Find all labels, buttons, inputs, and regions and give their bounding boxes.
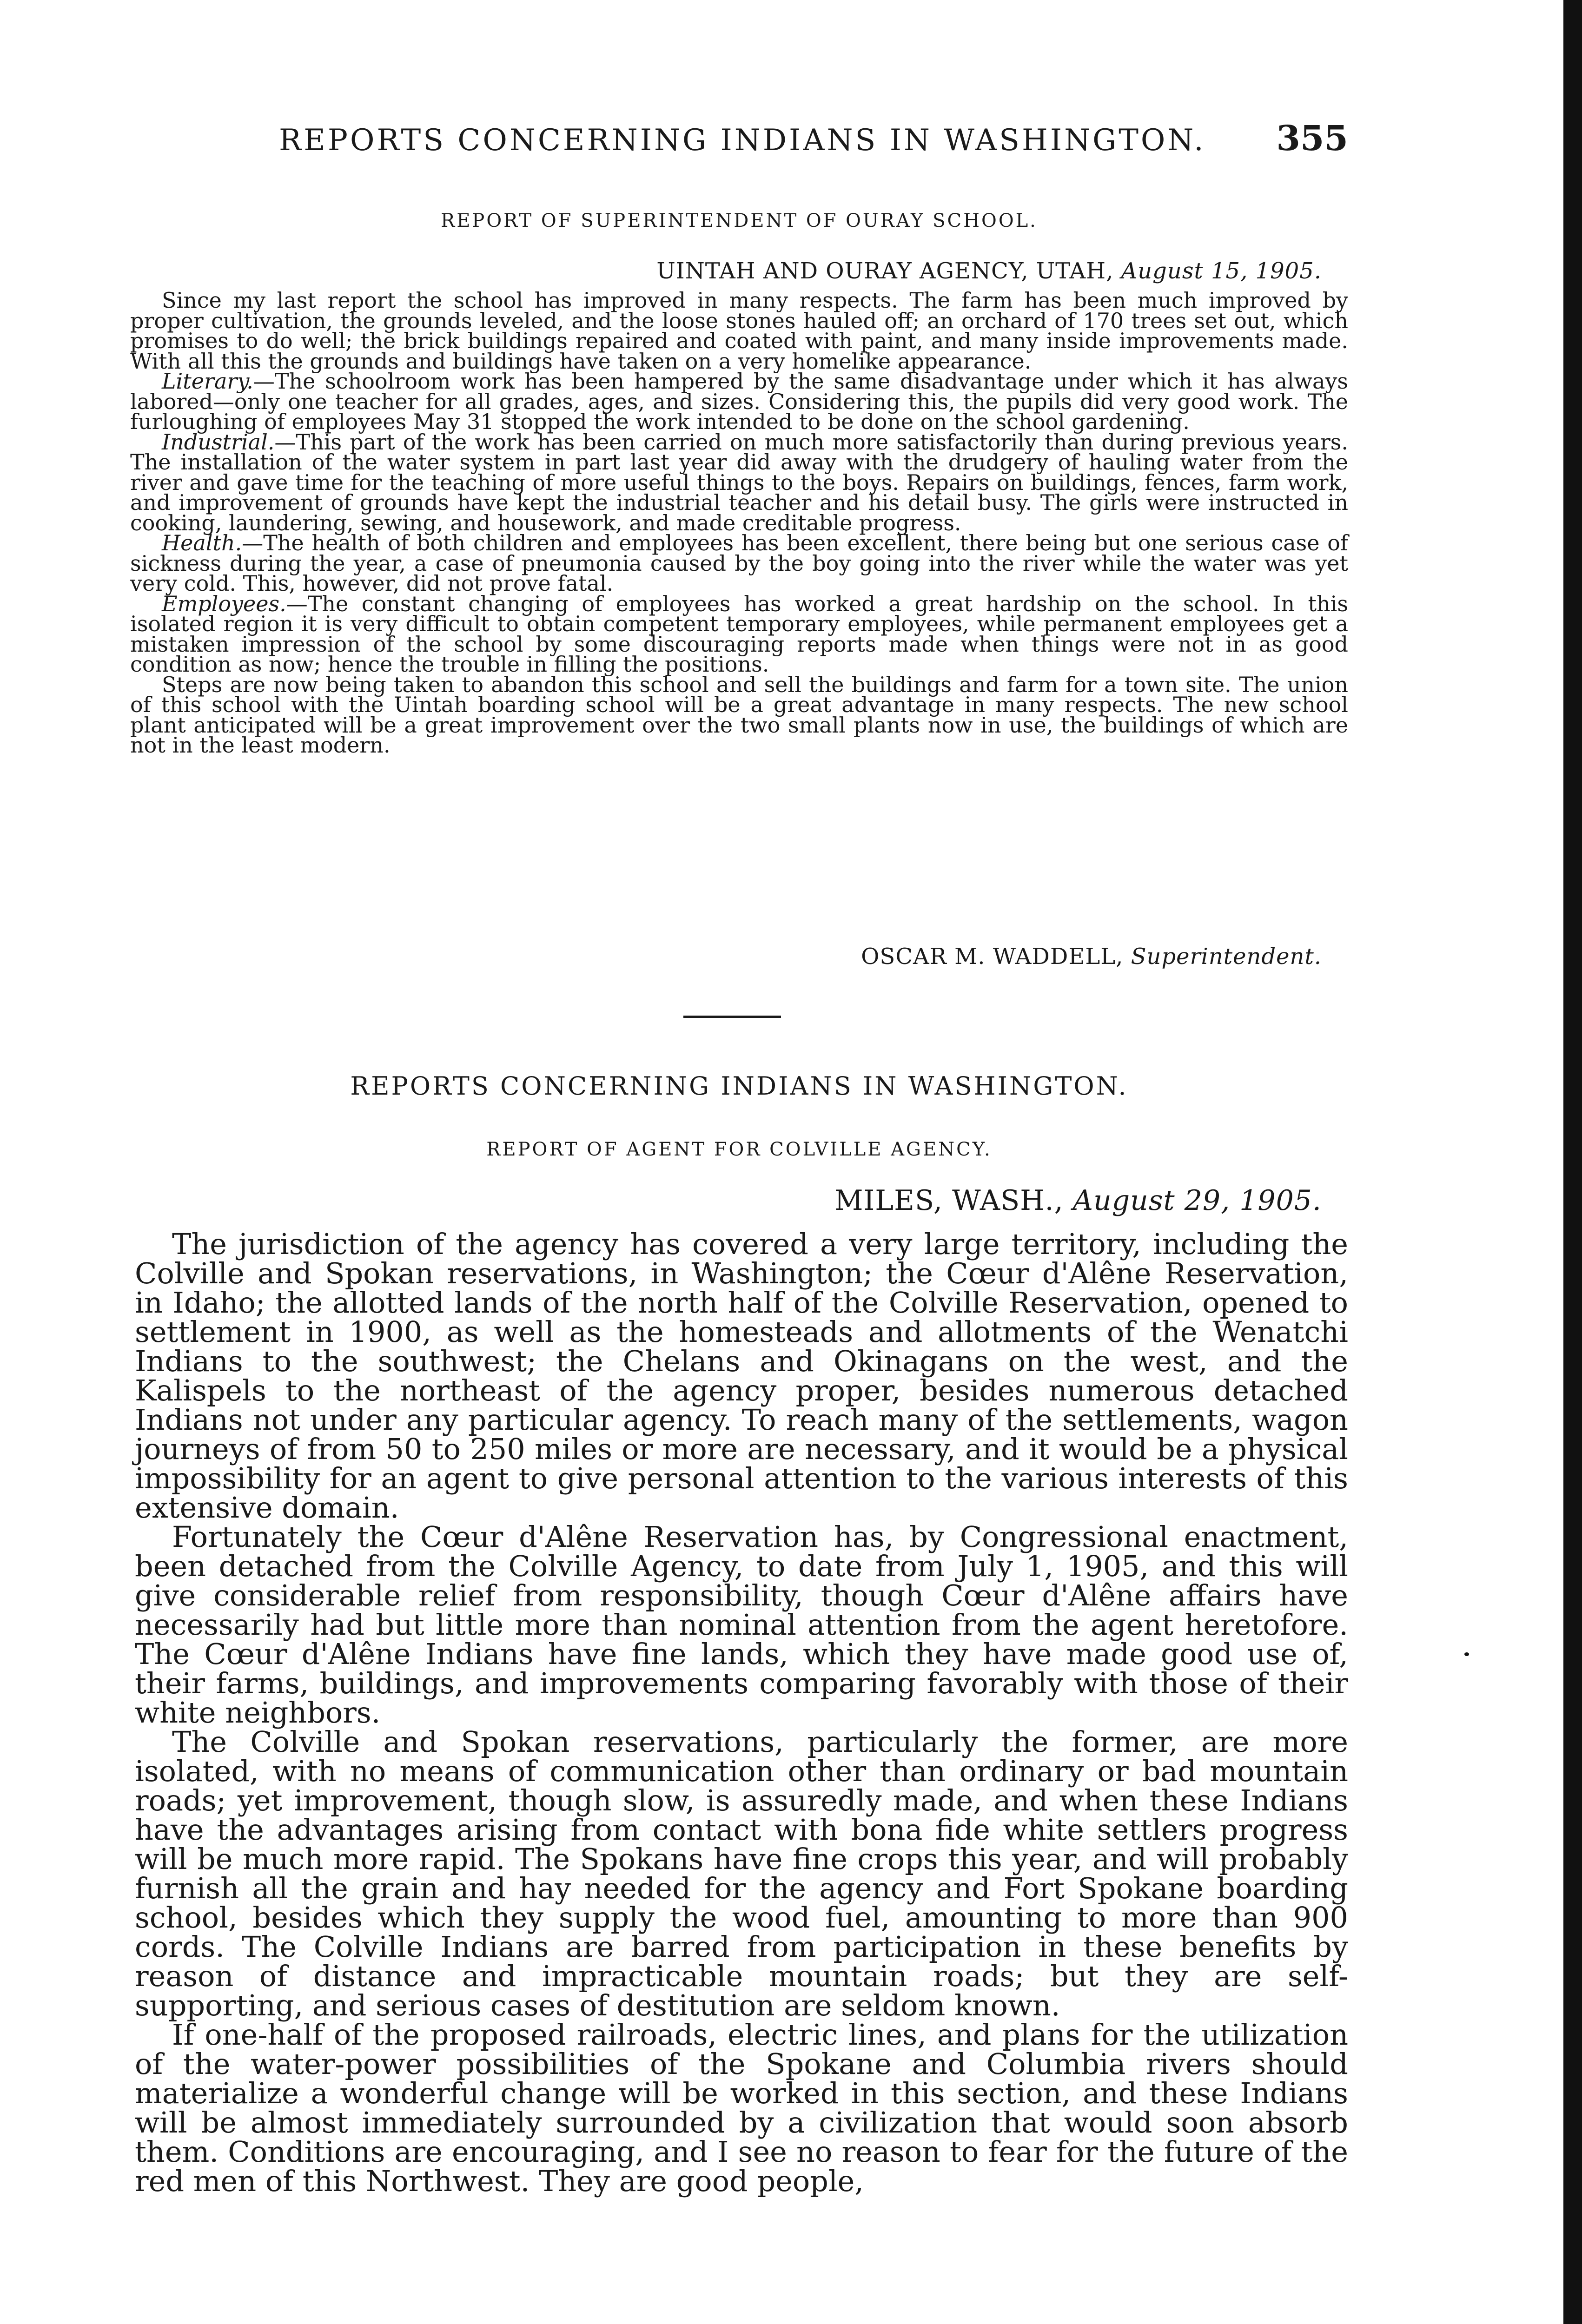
ouray-paragraph: Steps are now being taken to abandon this school and sell the buildings and farm for a town site. The union of this school with the Uintah boarding school will be a great advantage in many respects. The new school plant anticipated will be a great improvement over the two small plants now in use, the buildings of which are not in the least modern. (130, 672, 1348, 758)
ouray-report-heading: REPORT OF SUPERINTENDENT OF OURAY SCHOOL. (441, 210, 1038, 231)
section-divider (683, 1016, 781, 1018)
ouray-paragraph-industrial: Industrial.—This part of the work has been carried on much more satisfactorily than during previous years. The installation of the water system in part last year did away with the drudgery of hauling water from the river and gave time for the teaching of more useful things to the boys. Repairs on buildings, fences, farm work, and improvement of grounds have kept the industrial teacher and his detail busy. The girls were instructed in cooking, laundering, sewing, and housework, and made creditable progress. (130, 429, 1348, 535)
ouray-dateline-date: August 15, 1905. (1121, 258, 1322, 284)
ouray-paragraph-employees: Employees.—The constant changing of employees has worked a great hardship on the school. In this isolated region it is very difficult to obtain competent temporary employees, while permanent employees get a mistaken impression of the school by some discouraging reports made when things were not in as good condition as now; hence the trouble in filling the positions. (130, 591, 1348, 677)
ouray-dateline-place: UINTAH AND OURAY AGENCY, UTAH, (656, 258, 1114, 284)
colville-report-heading: REPORT OF AGENT FOR COLVILLE AGENCY. (486, 1139, 992, 1160)
running-head-title: REPORTS CONCERNING INDIANS IN WASHINGTON. (279, 123, 1206, 158)
running-head (279, 119, 1348, 170)
washington-section-heading: REPORTS CONCERNING INDIANS IN WASHINGTON. (350, 1071, 1128, 1101)
ouray-dateline (656, 258, 1322, 284)
ouray-paragraph-literary: Literary.—The schoolroom work has been hampered by the same disadvantage under which it has always labored—only one teacher for all grades, ages, and sizes. Considering this, the pupils did very good work. The furloughing of employees May 31 stopped the work intended to be done on the school gardening. (130, 369, 1348, 434)
ouray-report-body (130, 290, 1348, 756)
ouray-signature (861, 944, 1322, 970)
colville-dateline-date: August 29, 1905. (1072, 1184, 1322, 1217)
colville-report-body (135, 1229, 1348, 2196)
signature-title: Superintendent. (1131, 944, 1322, 970)
colville-paragraph: The Colville and Spokan reservations, particularly the former, are more isolated, with no means of communication other than ordinary or bad mountain roads; yet improvement, though slow, is assuredly made, and when these Indians have the advantages arising from contact with bona fide white settlers progress will be much more rapid. The Spokans have fine crops this year, and will probably furnish all the grain and hay needed for the agency and Fort Spokane boarding school, besides which they supply the wood fuel, amounting to more than 900 cords. The Colville Indians are barred from participation in these benefits by reason of distance and impracticable mountain roads; but they are self-supporting, and serious cases of destitution are seldom known. (135, 1725, 1348, 2022)
scan-page-edge (1563, 0, 1582, 2324)
ouray-paragraph-health: Health.—The health of both children and employees has been excellent, there being but one serious case of sickness during the year, a case of pneumonia caused by the boy going into the river while the water was yet very cold. This, however, did not prove fatal. (130, 530, 1348, 596)
colville-paragraph: If one-half of the proposed railroads, electric lines, and plans for the utilization of the water-power possibilities of the Spokane and Columbia rivers should materialize a wonderful change will be worked in this section, and these Indians will be almost immediately surrounded by a civilization that would soon absorb them. Conditions are encouraging, and I see no reason to fear for the future of the red men of this Northwest. They are good people, (135, 2018, 1348, 2198)
signature-name: OSCAR M. WADDELL, (861, 944, 1124, 970)
ouray-paragraph: Since my last report the school has improved in many respects. The farm has been much improved by proper cultivation, the grounds leveled, and the loose stones hauled off; an orchard of 170 trees set out, which promises to do well; the brick buildings repaired and coated with paint, and many inside improvements made. With all this the grounds and buildings have taken on a very homelike appearance. (130, 288, 1348, 374)
colville-paragraph: The jurisdiction of the agency has covered a very large territory, including the Colville and Spokan reservations, in Washington; the Cœur d'Alêne Reservation, in Idaho; the allotted lands of the north half of the Colville Reservation, opened to settlement in 1900, as well as the homesteads and allotments of the Wenatchi Indians to the southwest; the Chelans and Okinagans on the west, and the Kalispels to the northeast of the agency proper, besides numerous detached Indians not under any particular agency. To reach many of the settlements, wagon journeys of from 50 to 250 miles or more are necessary, and it would be a physical impossibility for an agent to give personal attention to the various interests of this extensive domain. (135, 1227, 1348, 1525)
colville-paragraph: Fortunately the Cœur d'Alêne Reservation has, by Congressional enactment, been detached from the Colville Agency, to date from July 1, 1905, and this will give considerable relief from responsibility, though Cœur d'Alêne affairs have necessarily had but little more than nominal attention from the agent heretofore. The Cœur d'Alêne Indians have fine lands, which they have made good use of, their farms, buildings, and improvements comparing favorably with those of their white neighbors. (135, 1520, 1348, 1730)
page-number: 355 (1276, 119, 1348, 158)
scan-speck (1464, 1652, 1469, 1656)
colville-dateline-place: MILES, WASH., (834, 1184, 1064, 1217)
colville-dateline (834, 1184, 1322, 1217)
